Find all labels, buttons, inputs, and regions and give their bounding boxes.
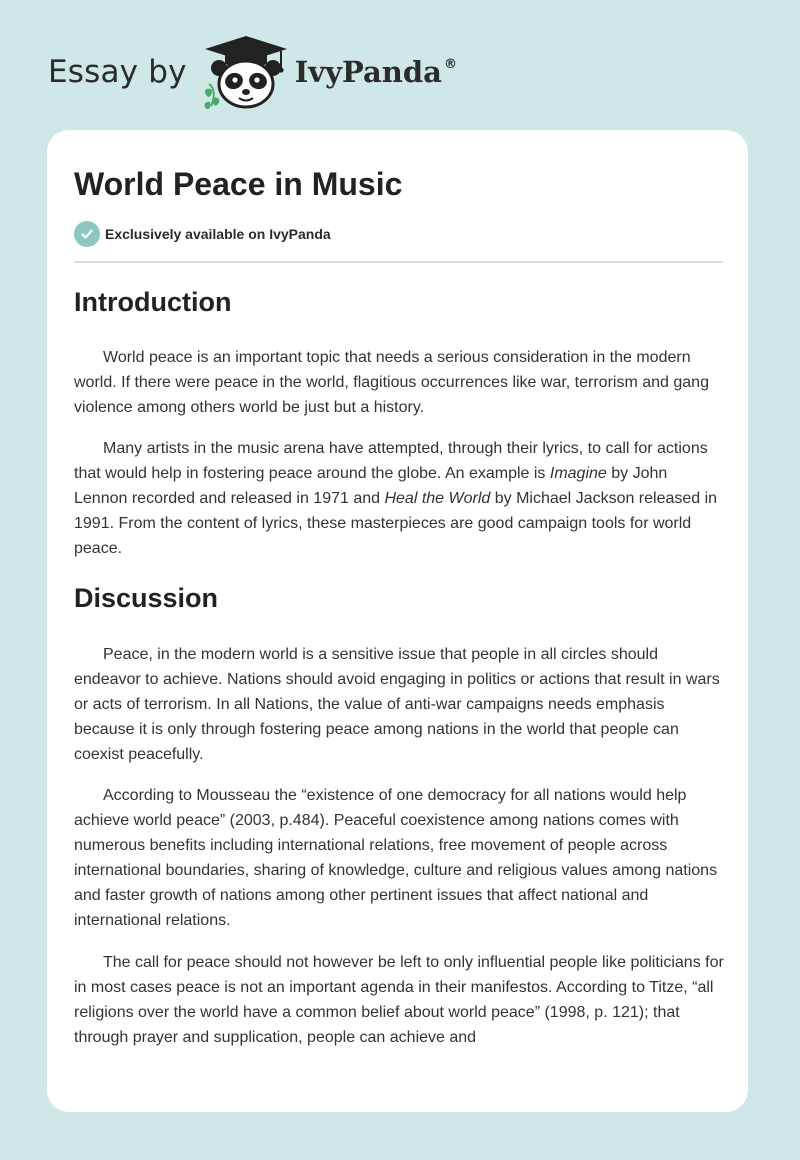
- panda-graduate-icon: [203, 34, 289, 110]
- song-title-heal-the-world: Heal the World: [384, 490, 491, 507]
- exclusive-label: Exclusively available on IvyPanda: [105, 226, 331, 242]
- section-heading-introduction: Introduction: [74, 287, 232, 317]
- text-run: by Michael Jackson released in 1991. From the content of lyrics, these masterpieces are good campaign tools for world peace.: [74, 490, 718, 557]
- section-heading-discussion: Discussion: [74, 583, 219, 613]
- site-header: [48, 34, 457, 110]
- text-run: by John Lennon recorded and released in 1971 and: [74, 465, 668, 507]
- divider: [74, 261, 723, 263]
- paragraph: [74, 436, 724, 561]
- registered-mark: ®: [443, 57, 457, 72]
- exclusive-badge: [74, 221, 331, 247]
- essay-by-label: Essay by: [48, 54, 187, 90]
- brand-logo-text: [295, 55, 457, 89]
- check-icon: [74, 221, 100, 247]
- paragraph: According to Mousseau the “existence of one democracy for all nations would help achieve world peace” (2003, p.484). Peaceful coexistence among nations comes with numerous benefits including international relations, free movement of people across international boundaries, sharing of knowledge, culture and religious values among nations and faster growth of nations among other pertinent issues that affect national and international relations.: [74, 787, 718, 929]
- brand-name: IvyPanda: [294, 55, 442, 89]
- page-title: World Peace in Music: [74, 166, 403, 202]
- paragraph: Peace, in the modern world is a sensitive issue that people in all circles should endeavor to achieve. Nations should avoid engaging in politics or actions that result in wars or acts of terrorism. In all Nations, the value of anti-war campaigns needs emphasis because it is only through fostering peace among nations in the world that people can coexist peacefully.: [74, 646, 720, 763]
- paragraph: The call for peace should not however be left to only influential people like politicians for in most cases peace is not an important agenda in their manifestos. According to Titze, “all religions over the world have a common belief about world peace” (1998, p. 121); that through prayer and supplication, people can achieve and: [74, 954, 724, 1046]
- text-run: Many artists in the music arena have attempted, through their lyrics, to call for actions that would help in fostering peace around the globe. An example is: [74, 440, 708, 482]
- song-title-imagine: Imagine: [549, 465, 607, 482]
- essay-card: [47, 130, 748, 1112]
- paragraph: World peace is an important topic that needs a serious consideration in the modern world. If there were peace in the world, flagitious occurrences like war, terrorism and gang violence among others world be just but a history.: [74, 349, 709, 416]
- essay-body: [74, 280, 724, 1050]
